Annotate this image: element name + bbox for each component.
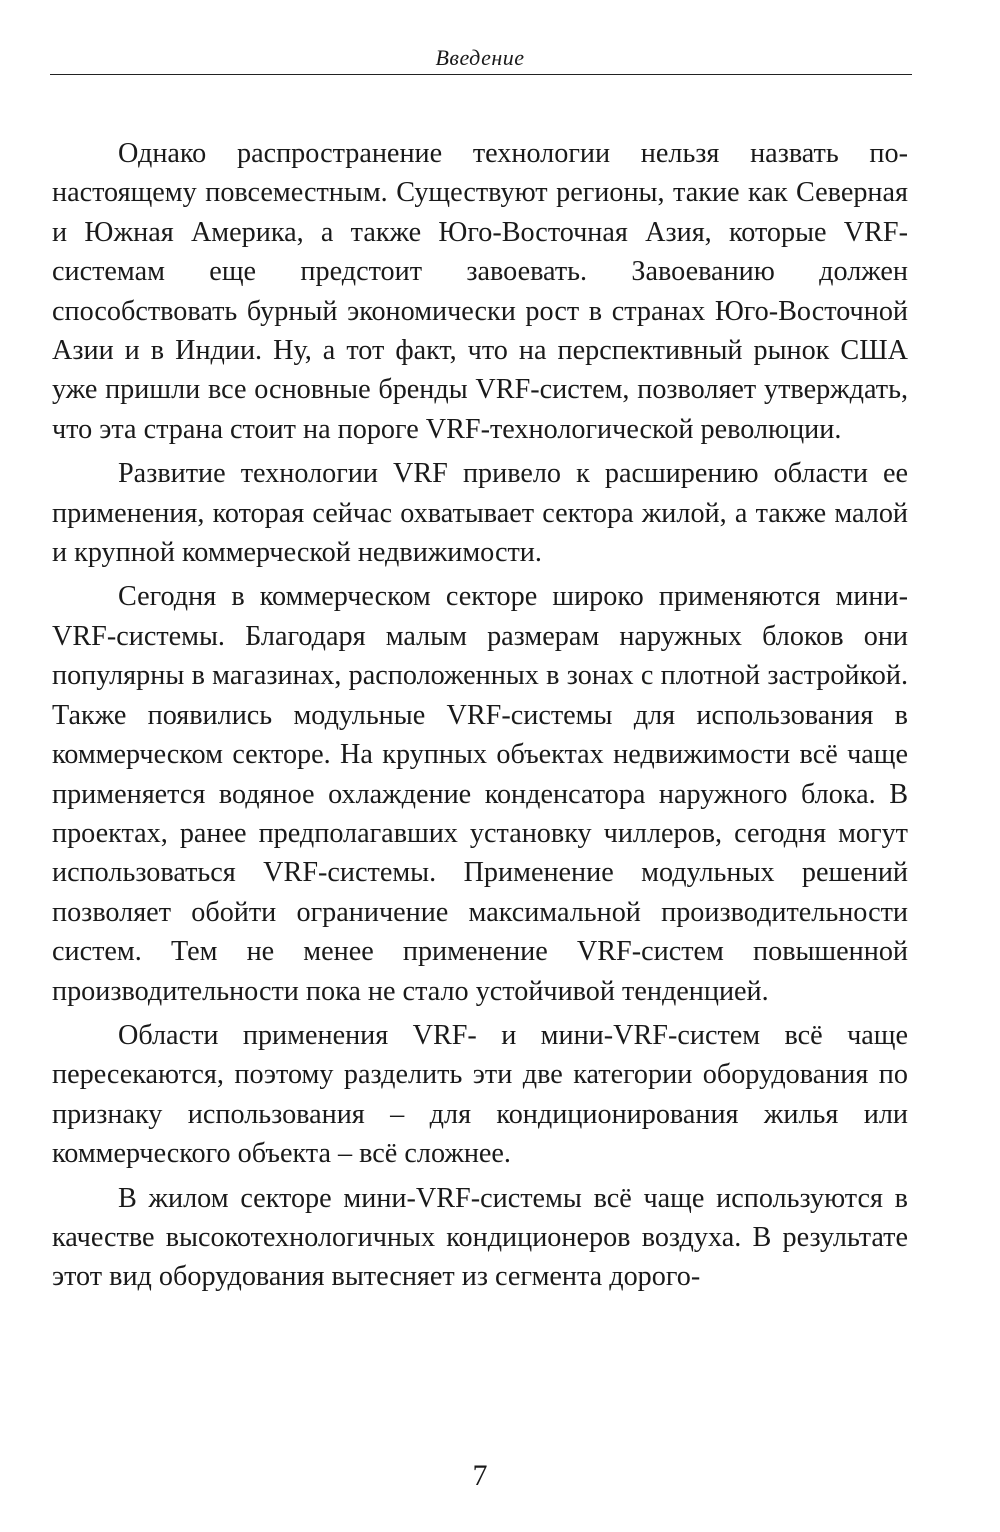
header-rule (50, 74, 912, 75)
paragraph-3: Сегодня в коммерческом секторе широко применяются мини-VRF-системы. Благодаря малым размерам наружных блоков они популярны в магазинах, расположенных в зонах с плотной застройкой. Также появились модульные VRF-системы для использования в коммерческом секторе. На крупных объектах недвижимости всё чаще применяется водяное охлаждение конденсатора наружного блока. В проектах, ранее предполагавших установку чиллеров, сегодня могут использоваться VRF-системы. Применение модульных решений позволяет обойти ограничение максимальной производительности систем. Тем не менее применение VRF-систем повышенной производительности пока не стало устойчивой тенденцией. (52, 581, 908, 1007)
page-number: 7 (472, 1459, 488, 1492)
paragraph-2: Развитие технологии VRF привело к расширению области ее применения, которая сейчас охватывает сектора жилой, а также малой и крупной коммерческой недвижимости. (52, 458, 908, 569)
body-text (52, 134, 908, 1302)
paragraph-1: Однако распространение технологии нельзя назвать по-настоящему повсеместным. Существуют регионы, такие как Северная и Южная Америка, а также Юго-Восточная Азия, которые VRF-системам еще предстоит завоевать. Завоеванию должен способствовать бурный экономически рост в странах Юго-Восточной Азии и в Индии. Ну, а тот факт, что на перспективный рынок США уже пришли все основные бренды VRF-систем, позволяет утверждать, что эта страна стоит на пороге VRF-технологической революции. (52, 138, 908, 445)
running-head-title: Введение (435, 45, 525, 70)
paragraph-5: В жилом секторе мини-VRF-системы всё чаще используются в качестве высокотехнологичных кондиционеров воздуха. В результате этот вид оборудования вытесняет из сегмента дорого- (52, 1182, 908, 1293)
paragraph-4: Области применения VRF- и мини-VRF-систем всё чаще пересекаются, поэтому разделить эти две категории оборудования по признаку использования – для кондиционирования жилья или коммерческого объекта – всё сложнее. (52, 1019, 908, 1170)
